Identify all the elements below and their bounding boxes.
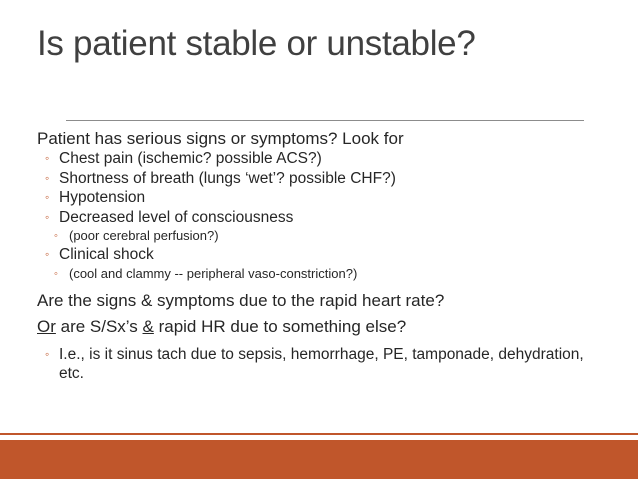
sub-item-poor-perfusion: ◦ (poor cerebral perfusion?)	[54, 228, 219, 243]
question-something-else: Or are S/Sx’s & rapid HR due to something else?	[37, 316, 407, 336]
bullet-icon: ◦	[54, 230, 58, 242]
list-item-chest-pain: ◦ Chest pain (ischemic? possible ACS?)	[45, 150, 322, 167]
bullet-icon: ◦	[45, 247, 50, 261]
list-item-decreased-consciousness: ◦ Decreased level of consciousness	[45, 208, 294, 226]
list-item-hypotension: ◦ Hypotension	[45, 189, 146, 206]
question-serious-signs: Patient has serious signs or symptoms? Look for	[37, 129, 404, 148]
slide-title: Is patient stable or unstable?	[37, 24, 476, 63]
title-divider	[66, 120, 584, 121]
bullet-icon: ◦	[54, 267, 58, 280]
bullet-icon: ◦	[45, 209, 50, 224]
list-item-shortness-of-breath: ◦ Shortness of breath (lungs ‘wet’? possible CHF?)	[45, 169, 396, 187]
bullet-icon: ◦	[45, 190, 50, 204]
bullet-icon: ◦	[45, 346, 50, 361]
footer-bar	[0, 440, 638, 479]
question-rapid-heart-rate: Are the signs & symptoms due to the rapid heart rate?	[37, 290, 445, 310]
bullet-icon: ◦	[45, 151, 50, 165]
slide-body	[37, 129, 617, 384]
bullet-icon: ◦	[45, 170, 50, 185]
sub-item-cool-clammy: ◦ (cool and clammy -- peripheral vaso-constriction?)	[54, 265, 358, 281]
list-item-clinical-shock: ◦ Clinical shock	[45, 246, 154, 263]
footer-accent-line	[0, 433, 638, 435]
list-item-sinus-tach: ◦ I.e., is it sinus tach due to sepsis, hemorrhage, PE, tamponade, dehydration, etc.	[45, 345, 584, 382]
